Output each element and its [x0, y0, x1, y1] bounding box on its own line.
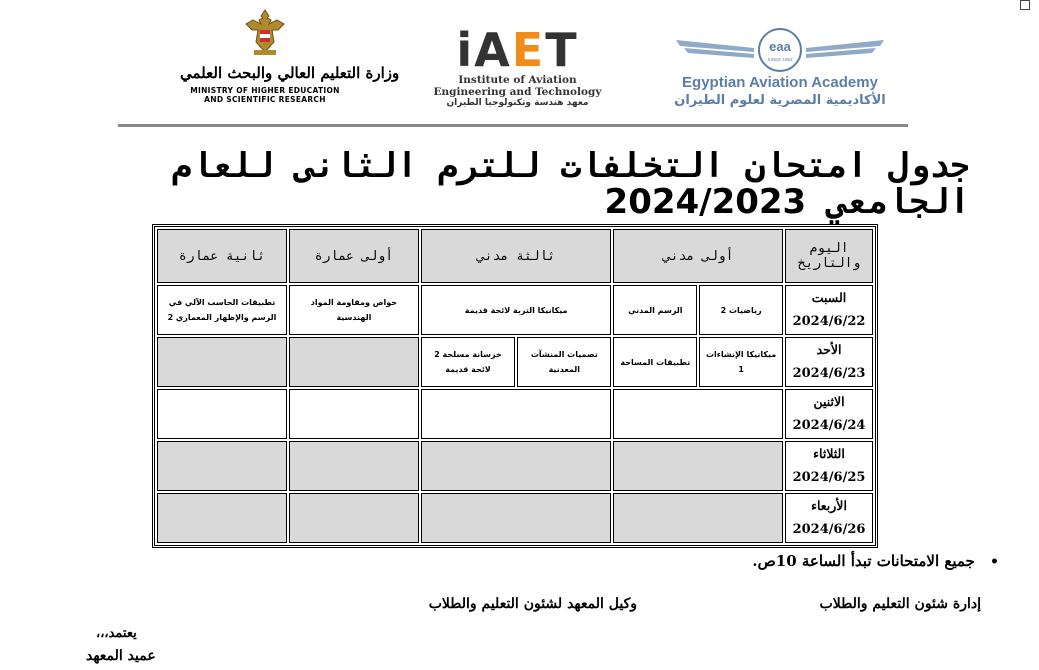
signature-admin: إدارة شئون التعليم والطلاب: [819, 596, 981, 612]
page-title: [60, 148, 970, 220]
subject-cell: تطبيقات الحاسب الآلي في الرسم والإظهار المعماري 2: [157, 285, 287, 335]
table-row: [157, 285, 873, 335]
header-arch-year2: ثانية عمارة: [157, 229, 287, 283]
iaet-logo-mark: iAET: [456, 23, 579, 77]
header-day-date: اليوم والتاريخ: [785, 229, 873, 283]
approval-label: يعتمد،،،: [96, 626, 137, 641]
empty-cell: [289, 337, 419, 387]
iaet-name-en-line2: Engineering and Technology: [433, 86, 602, 98]
table-header-row: [157, 229, 873, 283]
day-cell: [785, 493, 873, 543]
eaa-badge-text: eaa: [769, 39, 791, 54]
day-name: الأحد: [816, 342, 842, 357]
exam-time-note-text: جميع الامتحانات تبدأ الساعة 10ص.: [752, 552, 975, 570]
subject-cell: تصميات المنشآت المعدنية: [517, 337, 611, 387]
empty-cell: [289, 493, 419, 543]
eaa-name-en: Egyptian Aviation Academy: [682, 74, 878, 91]
ministry-en-line1: MINISTRY OF HIGHER EDUCATION: [190, 86, 340, 95]
day-name: الأربعاء: [811, 498, 847, 513]
empty-cell: [157, 493, 287, 543]
subject-cell: ميكانيكا التربة لائحة قديمة: [421, 285, 612, 335]
day-date: 2024/6/24: [792, 418, 866, 433]
empty-cell: [157, 441, 287, 491]
eaa-logo: [670, 28, 890, 118]
day-cell: [785, 389, 873, 439]
exam-schedule-table: [152, 224, 878, 548]
day-date: 2024/6/25: [792, 470, 866, 485]
header-arch-year1: أولى عمارة: [289, 229, 419, 283]
iaet-logo: [405, 23, 630, 118]
eaa-name-ar: الأكاديمية المصرية لعلوم الطيران: [674, 93, 886, 108]
empty-cell: [157, 337, 287, 387]
eaa-wings-emblem: [670, 28, 890, 72]
table-row: [157, 337, 873, 387]
subject-cell: خرسانة مسلحة 2 لائحة قديمة: [421, 337, 515, 387]
subject-cell: خواص ومقاومة المواد الهندسية: [289, 285, 419, 335]
eaa-badge-since: SINCE 1962: [767, 57, 793, 62]
signature-deputy: وكيل المعهد لشئون التعليم والطلاب: [428, 596, 637, 612]
day-cell: [785, 285, 873, 335]
exam-time-note: [752, 552, 999, 570]
table-row: [157, 389, 873, 439]
iaet-name-en-line1: Institute of Aviation: [458, 74, 577, 86]
egypt-eagle-icon: [244, 8, 286, 56]
day-date: 2024/6/23: [792, 366, 866, 381]
day-name: الاثنين: [813, 394, 845, 409]
header-civil-year1: أولى مدني: [613, 229, 783, 283]
page-title-year: 2024/2023: [604, 182, 807, 222]
day-date: 2024/6/22: [792, 314, 866, 329]
iaet-name-ar: معهد هندسة وتكنولوجيا الطيران: [446, 98, 589, 108]
empty-cell: [289, 441, 419, 491]
table-row: [157, 441, 873, 491]
header-divider: [118, 124, 908, 127]
subject-cell: ميكانيكا الإنشاءات 1: [699, 337, 783, 387]
page-corner-marker: [1020, 0, 1030, 10]
empty-cell: [157, 389, 287, 439]
ministry-name-ar: وزارة التعليم العالي والبحث العلمي: [180, 64, 400, 82]
bullet-icon: •: [990, 554, 999, 570]
empty-cell: [421, 493, 612, 543]
empty-cell: [613, 389, 783, 439]
empty-cell: [613, 493, 783, 543]
day-name: الثلاثاء: [813, 446, 845, 461]
empty-cell: [613, 441, 783, 491]
header-civil-year3: ثالثة مدني: [421, 229, 612, 283]
empty-cell: [421, 441, 612, 491]
subject-cell: رياضيات 2: [699, 285, 783, 335]
empty-cell: [421, 389, 612, 439]
signature-dean: عميد المعهد: [86, 648, 156, 664]
empty-cell: [289, 389, 419, 439]
page-title-text: جدول امتحان التخلفات للترم الثانى للعام الجامعي: [171, 146, 970, 222]
ministry-logo: [180, 8, 400, 116]
subject-cell: الرسم المدني: [613, 285, 697, 335]
ministry-name-en: [180, 86, 350, 104]
subject-cell: تطبيقات المساحة: [613, 337, 697, 387]
day-cell: [785, 441, 873, 491]
day-date: 2024/6/26: [792, 522, 866, 537]
day-name: السبت: [811, 290, 847, 305]
table-row: [157, 493, 873, 543]
ministry-en-line2: AND SCIENTIFIC RESEARCH: [204, 95, 326, 104]
day-cell: [785, 337, 873, 387]
